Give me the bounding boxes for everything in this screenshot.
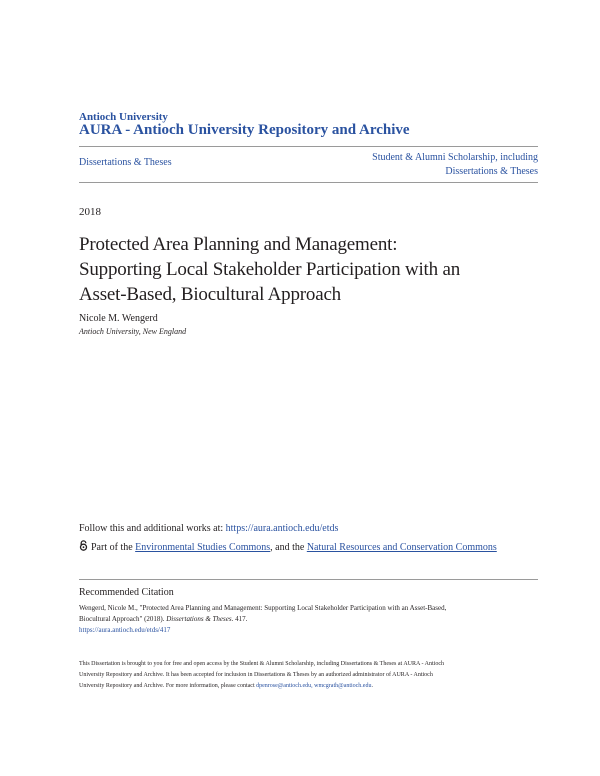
collection-link-right[interactable] — [318, 151, 538, 179]
collection-link-right-line1: Student & Alumni Scholarship, including — [372, 152, 538, 163]
follow-url-link[interactable]: https://aura.antioch.edu/etds — [225, 523, 339, 534]
author-name: Nicole M. Wengerd — [79, 313, 158, 324]
publication-year: 2018 — [79, 206, 101, 218]
institution-name: Antioch University — [79, 111, 168, 123]
citation-text — [79, 603, 539, 636]
citation-line-2-start: Biocultural Approach" (2018). — [79, 615, 167, 623]
header-divider-bottom — [79, 182, 538, 183]
footer-line-3-text: University Repository and Archive. For more information, please contact — [79, 683, 255, 689]
citation-line-2 — [79, 614, 539, 625]
contact-emails-link[interactable]: dpenrose@antioch.edu, wmcgrath@antioch.edu — [256, 683, 372, 689]
part-of-prefix: Part of the — [91, 542, 133, 553]
footer-line-3 — [79, 681, 539, 692]
title-line-1: Protected Area Planning and Management: — [79, 234, 398, 255]
follow-prefix: Follow this and additional works at: — [79, 523, 224, 534]
collection-link-left[interactable]: Dissertations & Theses — [79, 157, 172, 168]
collection-link-right-line2: Dissertations & Theses — [445, 166, 538, 177]
footer-line-1: This Dissertation is brought to you for free and open access by the Student & Alumni Scholarship, including Dissertations & Theses at AURA - Antioch — [79, 661, 445, 667]
citation-number: . 417. — [231, 615, 248, 623]
header-divider-top — [79, 146, 538, 147]
document-title — [79, 232, 559, 307]
and-the-text: , and the — [270, 542, 305, 553]
environmental-studies-commons-link[interactable]: Environmental Studies Commons — [135, 542, 271, 553]
citation-divider — [79, 579, 538, 580]
title-line-3: Asset-Based, Biocultural Approach — [79, 284, 341, 305]
footer-line-2: University Repository and Archive. It has been accepted for inclusion in Dissertations & Theses by an authorized administrator of AURA - Antioch — [79, 672, 433, 678]
citation-line-1: Wengerd, Nicole M., "Protected Area Planning and Management: Supporting Local Stakeholder Participation with an Asset-Based, — [79, 604, 447, 612]
citation-url-link[interactable]: https://aura.antioch.edu/etds/417 — [79, 626, 171, 634]
part-of-commons — [79, 540, 539, 555]
natural-resources-commons-link[interactable]: Natural Resources and Conservation Commons — [306, 542, 497, 553]
citation-heading: Recommended Citation — [79, 587, 174, 598]
citation-series: Dissertations & Theses — [166, 615, 232, 623]
author-affiliation: Antioch University, New England — [79, 327, 187, 336]
footer-end: . — [371, 683, 373, 689]
repository-title[interactable]: AURA - Antioch University Repository and Archive — [79, 122, 410, 138]
title-line-2: Supporting Local Stakeholder Participation with an — [79, 259, 461, 280]
footer-notice — [79, 659, 539, 692]
open-access-icon — [79, 540, 88, 555]
follow-works — [79, 523, 338, 534]
